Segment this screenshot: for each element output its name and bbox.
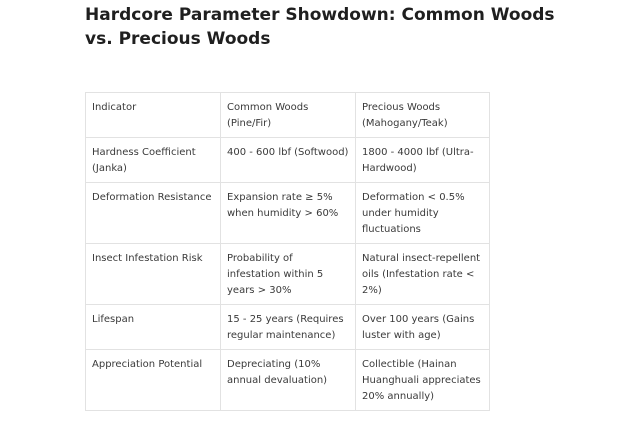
- table-cell: Expansion rate ≥ 5% when humidity > 60%: [221, 183, 356, 244]
- table-cell: 400 - 600 lbf (Softwood): [221, 138, 356, 183]
- table-cell: Lifespan: [86, 305, 221, 350]
- table-cell: Depreciating (10% annual devaluation): [221, 350, 356, 411]
- table-cell: 1800 - 4000 lbf (Ultra-Hardwood): [356, 138, 490, 183]
- table-cell: Collectible (Hainan Huanghuali appreciates 20% annually): [356, 350, 490, 411]
- table-cell: Appreciation Potential: [86, 350, 221, 411]
- table-cell: Deformation Resistance: [86, 183, 221, 244]
- table-row: [86, 305, 490, 350]
- comparison-table: [85, 92, 490, 411]
- table-cell: 15 - 25 years (Requires regular maintenance): [221, 305, 356, 350]
- table-cell: Over 100 years (Gains luster with age): [356, 305, 490, 350]
- header-cell-common-woods: Common Woods (Pine/Fir): [221, 93, 356, 138]
- table-header-row: [86, 93, 490, 138]
- table-row: [86, 350, 490, 411]
- table-cell: Probability of infestation within 5 years > 30%: [221, 244, 356, 305]
- table-cell: Insect Infestation Risk: [86, 244, 221, 305]
- header-cell-indicator: Indicator: [86, 93, 221, 138]
- table-row: [86, 183, 490, 244]
- table-cell: Deformation < 0.5% under humidity fluctuations: [356, 183, 490, 244]
- table-row: [86, 244, 490, 305]
- table-row: [86, 138, 490, 183]
- table-cell: Natural insect-repellent oils (Infestation rate < 2%): [356, 244, 490, 305]
- header-cell-precious-woods: Precious Woods (Mahogany/Teak): [356, 93, 490, 138]
- page-title: Hardcore Parameter Showdown: Common Woods vs. Precious Woods: [85, 5, 555, 49]
- table-cell: Hardness Coefficient (Janka): [86, 138, 221, 183]
